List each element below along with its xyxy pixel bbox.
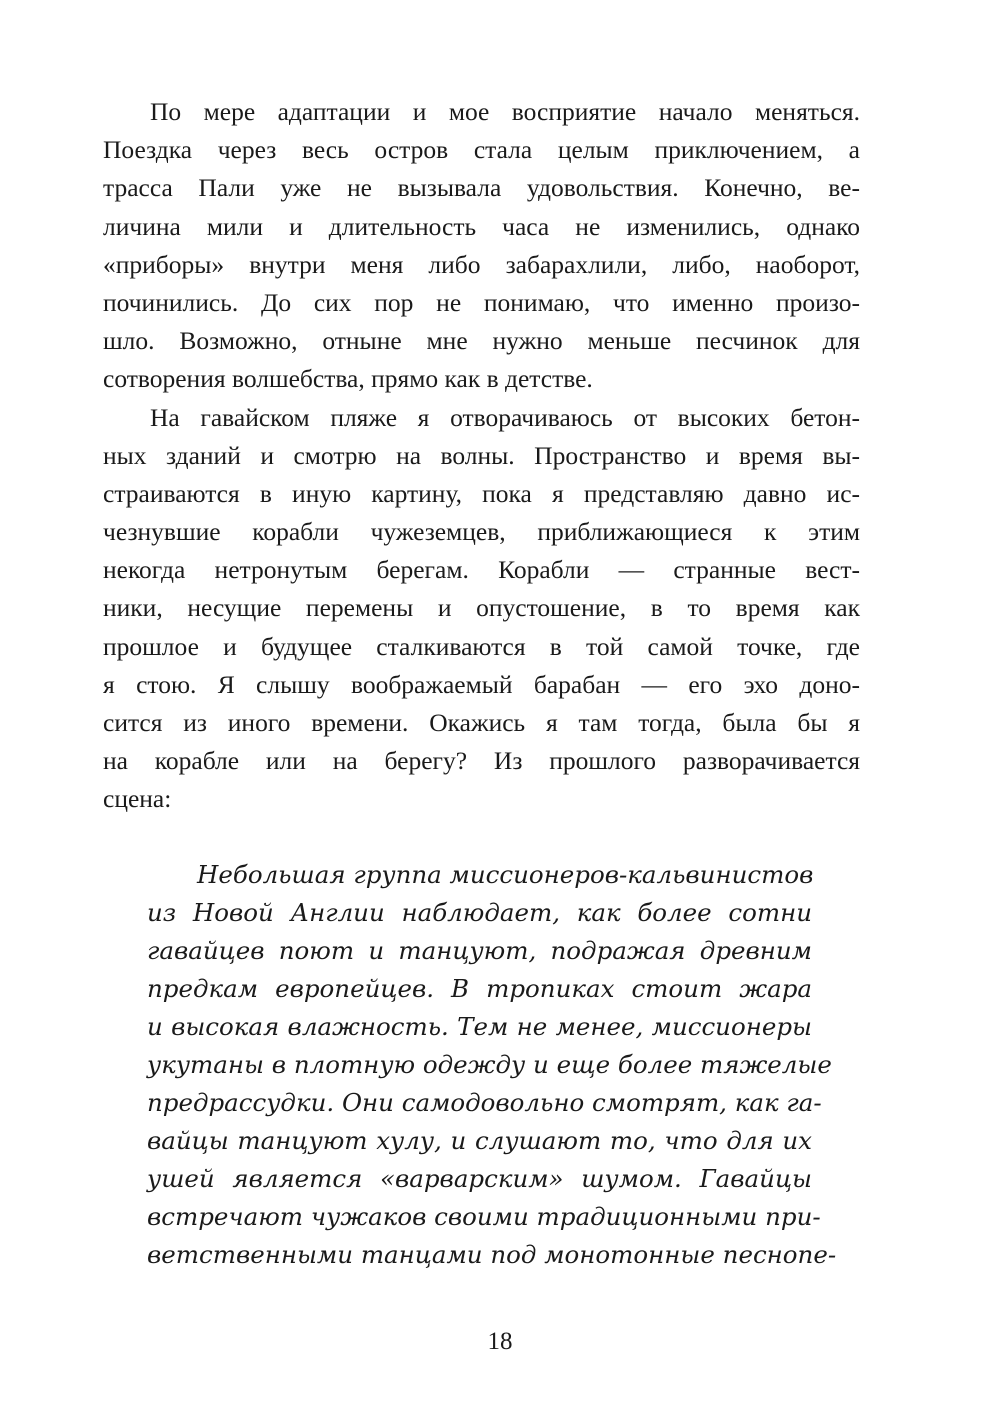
quote-line: вайцы танцуют хулу, и слушают то, что для их <box>147 1126 812 1155</box>
quote-line: Небольшая группа миссионеров-кальвинистов <box>197 860 814 889</box>
text-line: ники, несущие перемены и опустошение, в то время как <box>103 593 860 623</box>
quote-line: укутаны в плотную одежду и еще более тяжелые <box>147 1050 832 1079</box>
italic-quote <box>147 856 837 1274</box>
text-line: ных зданий и смотрю на волны. Пространство и время вы- <box>103 440 860 470</box>
quote-line: и высокая влажность. Тем не менее, миссионеры <box>147 1012 812 1041</box>
text-line: На гавайском пляже я отворачиваюсь от высоких бетон- <box>150 402 860 432</box>
text-line: сцена: <box>103 784 172 814</box>
text-line: сится из иного времени. Окажись я там тогда, была бы я <box>103 708 860 737</box>
text-line: личина мили и длительность часа не изменились, однако <box>103 211 860 241</box>
page-number: 18 <box>487 1328 513 1355</box>
text-line: трасса Пали уже не вызывала удовольствия. Конечно, ве- <box>103 173 860 203</box>
text-line: на корабле или на берегу? Из прошлого разворачивается <box>103 746 860 776</box>
text-line: «приборы» внутри меня либо забарахлили, либо, наоборот, <box>103 249 860 279</box>
quote-line: ветственными танцами под монотонные песнопе- <box>147 1240 837 1269</box>
quote-line: предкам европейцев. В тропиках стоит жара <box>147 974 812 1003</box>
quote-line: ушей является «варварским» шумом. Гавайцы <box>147 1164 812 1193</box>
text-line: По мере адаптации и мое восприятие начало меняться. <box>150 97 860 126</box>
quote-line: из Новой Англии наблюдает, как более сотни <box>147 898 812 927</box>
text-line: починились. До сих пор не понимаю, что именно произо- <box>103 287 860 317</box>
text-line: я стою. Я слышу воображаемый барабан — его эхо доно- <box>103 669 860 699</box>
text-line: Поездка через весь остров стала целым приключением, а <box>103 135 860 165</box>
text-line: шло. Возможно, отныне мне нужно меньше песчинок для <box>103 326 860 356</box>
body-text <box>103 93 860 819</box>
quote-line: гавайцев поют и танцуют, подражая древним <box>147 936 812 965</box>
text-line: прошлое и будущее сталкиваются в той самой точке, где <box>103 631 860 661</box>
paragraph-2 <box>103 399 860 819</box>
text-line: чезнувшие корабли чужеземцев, приближающиеся к этим <box>103 517 860 547</box>
quote-line: встречают чужаков своими традиционными при- <box>147 1202 821 1231</box>
text-line: страиваются в иную картину, пока я представляю давно ис- <box>103 478 860 508</box>
quote-line: предрассудки. Они самодовольно смотрят, как га- <box>147 1088 822 1117</box>
text-line: сотворения волшебства, прямо как в детстве. <box>103 364 593 394</box>
paragraph-1 <box>103 93 860 399</box>
text-line: некогда нетронутым берегам. Корабли — странные вест- <box>103 555 860 585</box>
